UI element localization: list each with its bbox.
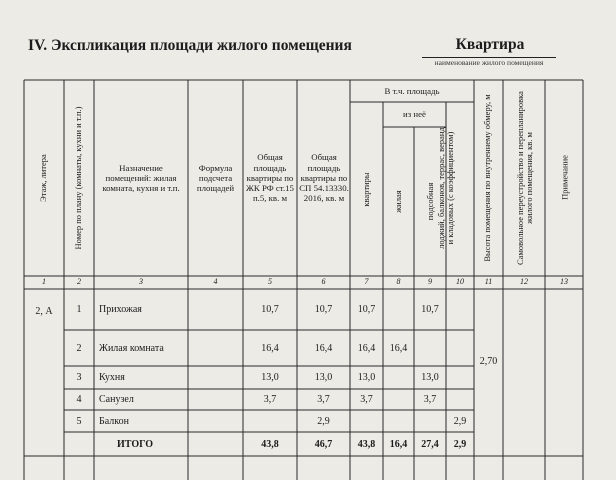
col-number: 4 xyxy=(213,277,218,286)
col-number: 13 xyxy=(560,277,568,286)
area-total-sp: 10,7 xyxy=(314,304,333,315)
header-height: Высота помещения по внутреннему обмеру, м xyxy=(482,94,493,262)
area-auxiliary: 3,7 xyxy=(423,394,437,405)
header-note: Примечание xyxy=(559,155,570,200)
header-formula: Формула подсчета площадей xyxy=(196,162,235,194)
area-total-zk: 3,7 xyxy=(263,394,277,405)
section-title: IV. Экспликация площади жилого помещения xyxy=(28,37,352,54)
total-area-zk: 43,8 xyxy=(261,438,279,450)
room-number: 1 xyxy=(76,304,82,315)
area-loggia xyxy=(446,366,474,389)
header-including-area: В т.ч. площадь xyxy=(384,85,440,96)
room-number: 3 xyxy=(76,372,82,383)
area-total-zk: 16,4 xyxy=(261,342,279,354)
total-area-loggia: 2,9 xyxy=(453,438,467,450)
col-number: 11 xyxy=(484,277,493,286)
area-total-zk: 13,0 xyxy=(261,372,279,383)
header-total-sp: Общая площадь квартиры по СП 54.13330. 2016, кв. м xyxy=(299,152,349,204)
header-living: жилая xyxy=(392,190,403,213)
col-number: 6 xyxy=(321,277,326,286)
total-area-living: 16,4 xyxy=(389,438,408,450)
floor-letter: 2, А xyxy=(35,305,53,317)
room-name: Кухня xyxy=(99,372,125,383)
room-name: Балкон xyxy=(99,415,129,427)
ceiling-height: 2,70 xyxy=(479,355,498,367)
col-number: 12 xyxy=(520,277,528,286)
room-name: Санузел xyxy=(99,394,134,405)
area-living xyxy=(383,366,414,389)
area-living xyxy=(383,289,414,330)
header-of-it: из неё xyxy=(403,109,426,120)
room-number: 5 xyxy=(76,415,82,427)
area-total-zk xyxy=(243,410,297,432)
col-number: 8 xyxy=(396,277,401,286)
area-apartment: 13,0 xyxy=(357,372,376,383)
area-auxiliary: 13,0 xyxy=(421,372,439,383)
area-total-zk: 10,7 xyxy=(261,304,279,315)
col-number: 5 xyxy=(268,277,272,286)
total-label: ИТОГО xyxy=(117,438,153,450)
area-total-sp: 13,0 xyxy=(314,372,333,383)
col-number: 9 xyxy=(428,277,432,286)
area-apartment xyxy=(350,410,383,432)
area-total-sp: 3,7 xyxy=(317,394,330,405)
area-living xyxy=(383,389,414,410)
header-auxiliary: подсобная xyxy=(424,182,435,221)
room-name: Жилая комната xyxy=(99,342,164,354)
area-living: 16,4 xyxy=(389,342,408,354)
area-auxiliary: 10,7 xyxy=(421,304,439,315)
area-loggia xyxy=(446,389,474,410)
col-number: 10 xyxy=(456,277,464,286)
area-apartment: 3,7 xyxy=(360,394,373,405)
area-apartment: 10,7 xyxy=(357,304,376,315)
header-floor: Этаж, литера xyxy=(38,154,49,202)
col-number: 3 xyxy=(139,277,143,286)
header-room-purpose: Назначение помещений: жилая комната, кухня и т.п. xyxy=(102,162,180,194)
total-area-auxiliary: 27,4 xyxy=(421,438,439,450)
col-number: 7 xyxy=(364,277,369,286)
area-loggia: 2,9 xyxy=(453,415,467,427)
area-total-sp: 16,4 xyxy=(314,342,333,354)
col-number: 1 xyxy=(42,277,46,286)
header-total-zk: Общая площадь квартиры по ЖК РФ ст.15 п.5, кв. м xyxy=(246,152,294,204)
object-caption: наименование жилого помещения xyxy=(434,58,544,67)
room-name: Прихожая xyxy=(99,304,142,315)
header-unauthorized: Самовольное переустройство и перепланировка жилого помещения, кв. м xyxy=(514,91,534,265)
col-number: 2 xyxy=(77,277,81,286)
header-apartment: квартиры xyxy=(360,172,371,207)
object-value: Квартира xyxy=(455,36,525,53)
area-living xyxy=(383,410,414,432)
header-loggias: лоджий, балконов, террас, веранд и кладовых (с коэффициентом) xyxy=(435,127,455,249)
header-plan-number: Номер по плану (комнаты, кухни и т.п.) xyxy=(73,106,84,250)
area-apartment: 16,4 xyxy=(357,342,376,354)
area-auxiliary xyxy=(414,410,446,432)
total-area-apartment: 43,8 xyxy=(357,438,376,450)
area-auxiliary xyxy=(414,330,446,366)
area-total-sp: 2,9 xyxy=(317,415,330,427)
area-loggia xyxy=(446,330,474,366)
total-area-sp: 46,7 xyxy=(314,438,333,450)
area-loggia xyxy=(446,289,474,330)
room-number: 2 xyxy=(76,342,82,354)
room-number: 4 xyxy=(76,394,82,405)
